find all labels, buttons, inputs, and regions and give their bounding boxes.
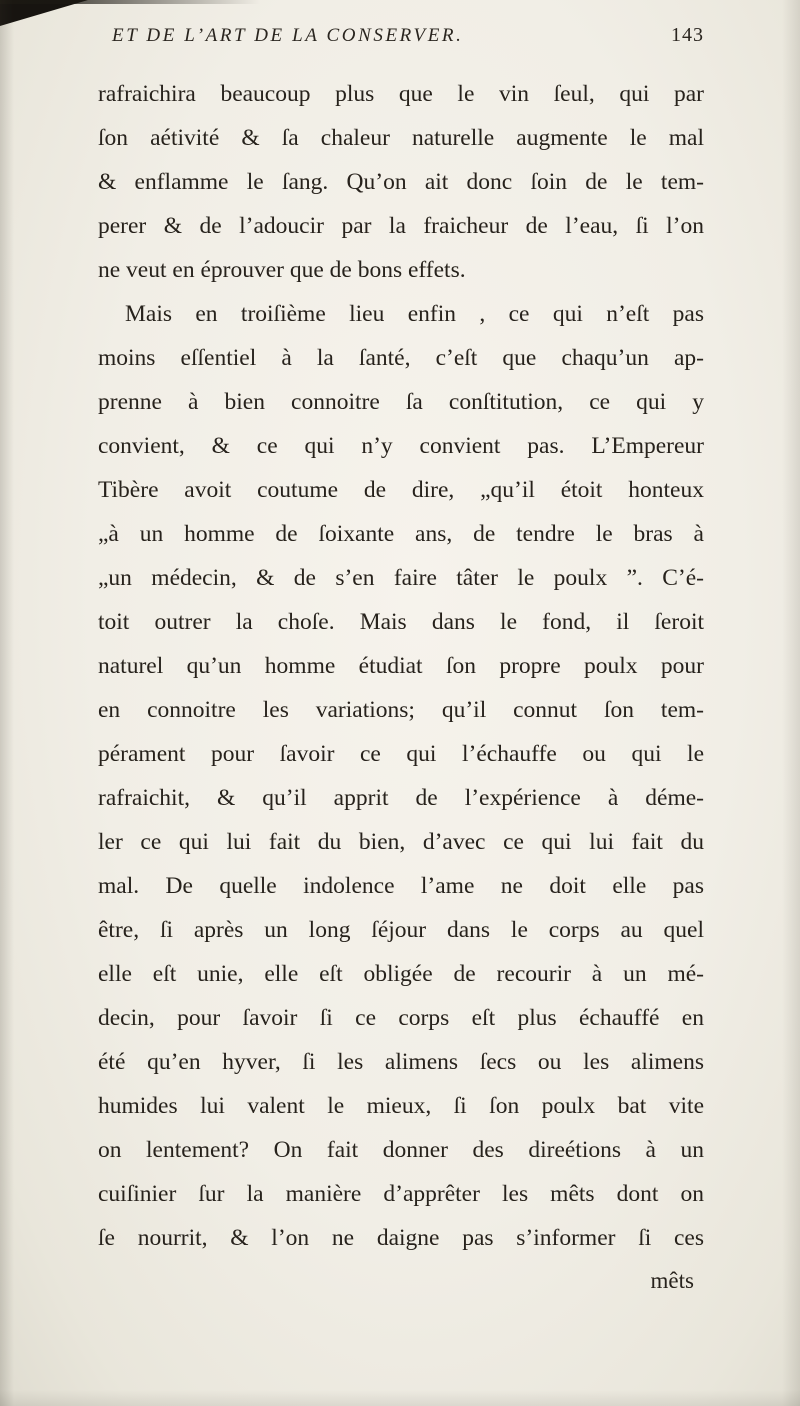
- text-line: Tibère avoit coutume de dire, „qu’il étoit honteux: [98, 477, 704, 503]
- text-line: ne veut en éprouver que de bons effets.: [98, 257, 466, 283]
- text-line: ler ce qui lui fait du bien, d’avec ce qui lui fait du: [98, 829, 704, 855]
- text-line: ſon aétivité & ſa chaleur naturelle augmente le mal: [98, 125, 704, 151]
- page-right-shadow: [782, 0, 800, 1406]
- text-line: „à un homme de ſoixante ans, de tendre le bras à: [98, 521, 704, 547]
- text-line: toit outrer la choſe. Mais dans le fond, il ſeroit: [98, 609, 704, 635]
- page-left-shadow: [0, 0, 14, 1406]
- body-text-block: [98, 72, 704, 1260]
- text-line: & enflamme le ſang. Qu’on ait donc ſoin de le tem-: [98, 169, 704, 195]
- text-line: cuiſinier ſur la manière d’apprêter les mêts dont on: [98, 1181, 704, 1207]
- scan-top-edge: [0, 0, 260, 4]
- page-number: 143: [671, 24, 704, 46]
- text-line: rafraichit, & qu’il apprit de l’expérience à déme-: [98, 785, 704, 811]
- text-line: convient, & ce qui n’y convient pas. L’Empereur: [98, 433, 704, 459]
- catchword: mêts: [650, 1268, 694, 1293]
- text-line: rafraichira beaucoup plus que le vin ſeul, qui par: [98, 81, 704, 107]
- page-bottom-shadow: [0, 1390, 800, 1406]
- text-line: decin, pour ſavoir ſi ce corps eſt plus échauffé en: [98, 1005, 704, 1031]
- text-line: être, ſi après un long ſéjour dans le corps au quel: [98, 917, 704, 943]
- text-line: elle eſt unie, elle eſt obligée de recourir à un mé-: [98, 961, 704, 987]
- text-line: en connoitre les variations; qu’il connut ſon tem-: [98, 697, 704, 723]
- text-line: on lentement? On fait donner des direétions à un: [98, 1137, 704, 1163]
- text-line: perer & de l’adoucir par la fraicheur de l’eau, ſi l’on: [98, 213, 704, 239]
- text-line: prenne à bien connoitre ſa conſtitution, ce qui y: [98, 389, 704, 415]
- text-line: pérament pour ſavoir ce qui l’échauffe ou qui le: [98, 741, 704, 767]
- text-line: mal. De quelle indolence l’ame ne doit elle pas: [98, 873, 704, 899]
- text-line: été qu’en hyver, ſi les alimens ſecs ou les alimens: [98, 1049, 704, 1075]
- text-line: humides lui valent le mieux, ſi ſon poulx bat vite: [98, 1093, 704, 1119]
- text-line: Mais en troiſième lieu enfin , ce qui n’eſt pas: [125, 301, 704, 327]
- text-line: ſe nourrit, & l’on ne daigne pas s’informer ſi ces: [98, 1225, 704, 1251]
- text-line: moins eſſentiel à la ſanté, c’eſt que chaqu’un ap-: [98, 345, 704, 371]
- running-title: ET DE L’ART DE LA CONSERVER.: [112, 25, 464, 46]
- page-header: [98, 24, 704, 47]
- text-line: naturel qu’un homme étudiat ſon propre poulx pour: [98, 653, 704, 679]
- text-line: „un médecin, & de s’en faire tâter le poulx ”. C’é-: [98, 565, 704, 591]
